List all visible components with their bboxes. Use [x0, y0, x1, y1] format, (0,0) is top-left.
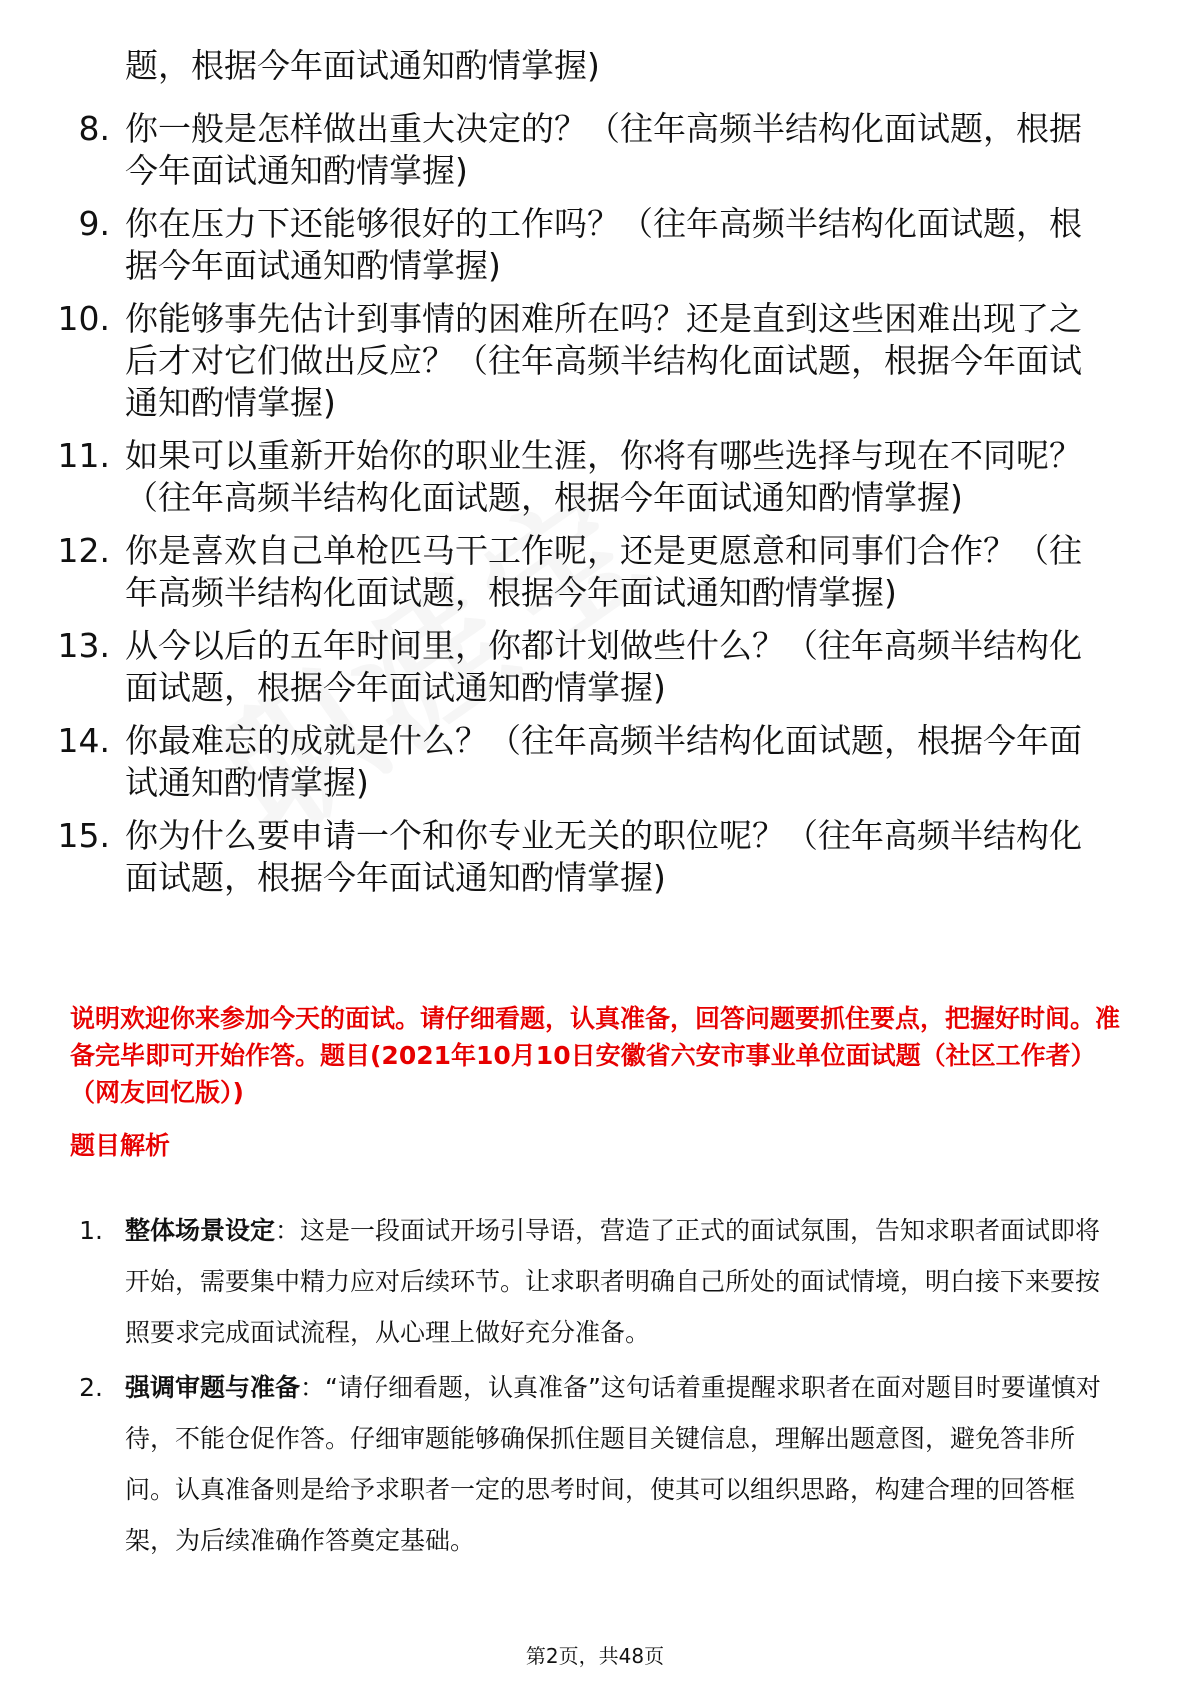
question-number: 8.	[78, 109, 110, 148]
analysis-text: ：“请仔细看题，认真准备”这句话着重提醒求职者在面对题目时要谨慎对待，不能仓促作答。仔细审题能够确保抓住题目关键信息，理解出题意图，避免答非所问。认真准备则是给予求职者一定的思考时间，使其可以组织思路，构建合理的回答框架，为后续准确作答奠定基础。	[125, 1373, 1101, 1555]
analysis-heading: 强调审题与准备	[125, 1373, 301, 1402]
question-text: 你一般是怎样做出重大决定的？（往年高频半结构化面试题，根据今年面试通知酌情掌握)	[125, 109, 1082, 190]
question-number: 15.	[57, 816, 110, 855]
intro-instructions: 说明欢迎你来参加今天的面试。请仔细看题，认真准备，回答问题要抓住要点，把握好时间。准备完毕即可开始作答。题目(2021年10月10日安徽省六安市事业单位面试题（社区工作者）（网友回忆版）)	[70, 1004, 1121, 1107]
question-text: 你能够事先估计到事情的困难所在吗？还是直到这些困难出现了之后才对它们做出反应？（往年高频半结构化面试题，根据今年面试通知酌情掌握)	[125, 299, 1082, 422]
analysis-number: 2.	[79, 1373, 103, 1402]
question-number: 9.	[78, 204, 110, 243]
question-text: 你是喜欢自己单枪匹马干工作呢，还是更愿意和同事们合作？（往年高频半结构化面试题，根据今年面试通知酌情掌握)	[125, 531, 1082, 612]
question-text: 你为什么要申请一个和你专业无关的职位呢？（往年高频半结构化面试题，根据今年面试通知酌情掌握)	[125, 816, 1082, 897]
analysis-body	[125, 1362, 1110, 1566]
question-text: 你最难忘的成就是什么？（往年高频半结构化面试题，根据今年面试通知酌情掌握)	[125, 721, 1082, 802]
analysis-text: ：这是一段面试开场引导语，营造了正式的面试氛围，告知求职者面试即将开始，需要集中精力应对后续环节。让求职者明确自己所处的面试情境，明白接下来要按照要求完成面试流程，从心理上做好充分准备。	[125, 1216, 1101, 1347]
question-number: 11.	[57, 436, 110, 475]
question-continuation: 题，根据今年面试通知酌情掌握)	[125, 46, 600, 85]
analysis-heading: 整体场景设定	[125, 1216, 276, 1245]
question-number: 13.	[57, 626, 110, 665]
analysis-body	[125, 1205, 1110, 1358]
question-text: 如果可以重新开始你的职业生涯，你将有哪些选择与现在不同呢？（往年高频半结构化面试题，根据今年面试通知酌情掌握)	[125, 436, 1082, 517]
page-footer: 第2页，共48页	[525, 1644, 665, 1668]
question-text: 你在压力下还能够很好的工作吗？（往年高频半结构化面试题，根据今年面试通知酌情掌握)	[125, 204, 1082, 285]
analysis-number: 1.	[79, 1216, 103, 1245]
question-number: 10.	[57, 299, 110, 338]
question-number: 12.	[57, 531, 110, 570]
question-number: 14.	[57, 721, 110, 760]
question-text: 从今以后的五年时间里，你都计划做些什么？（往年高频半结构化面试题，根据今年面试通知酌情掌握)	[125, 626, 1082, 707]
analysis-title: 题目解析	[70, 1131, 171, 1160]
